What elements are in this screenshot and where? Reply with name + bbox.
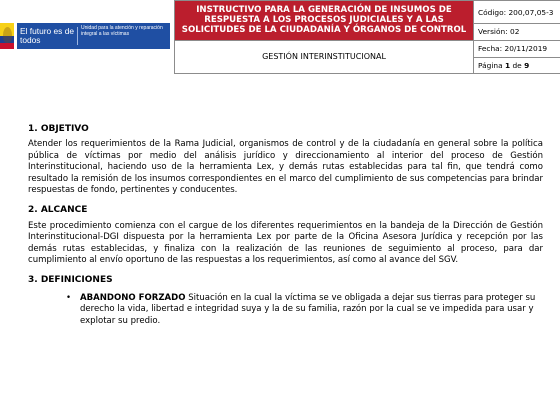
section-definiciones-title: 3. DEFINICIONES [28,275,113,286]
document-header [0,0,560,74]
section-alcance-text: Este procedimiento comienza con el cargue de los diferentes requerimientos en la bandeja de la Dirección de Gestión Interinstitucional-DGI dispuesta por la herramienta Lex por parte de la Oficina Asesora Jurídica y recepción por las demás rutas establecidas, y finaliza con la realización de las reuniones de seguimiento al proceso, para dar cumplimiento al envío oportuno de las respuestas a los requerimientos, así como al avance del SGV. [28,220,543,266]
document-process: GESTIÓN INTERINSTITUCIONAL [175,40,474,73]
brand-banner [17,23,170,49]
section-objetivo-text: Atender los requerimientos de la Rama Judicial, organismos de control y de la ciudadanía en general sobre la política pública de víctimas por medio del análisis jurídico y direccionamiento al interior del proceso de Gestión Interinstitucional, haciendo uso de la herramienta Lex, y demás rutas establecidas para tal fin, que tendrá como resultado la remisión de los insumos correspondientes en el marco del cumplimiento de sus competencias para brindar respuestas de fondo, pertinentes y conducentes. [28,139,543,196]
document-date: Fecha: 20/11/2019 [474,40,560,57]
definition-item [66,292,543,327]
page-number: 1 [504,60,511,70]
logo-tagline: Unidad para la atención y reparación integral a las víctimas [81,25,163,37]
definition-term: ABANDONO FORZADO [80,292,186,303]
document-code: Código: 200,07,05-3 [474,1,560,24]
logo-main-text: El futuro es de todos [20,26,75,45]
document-title: INSTRUCTIVO PARA LA GENERACIÓN DE INSUMOS DE RESPUESTA A LOS PROCESOS JUDICIALES Y A LAS SOLICITUDES DE LA CIUDADANÍA Y ÓRGANOS DE CONTROL [175,1,474,41]
definition-text: Situación en la cual la víctima se ve obligada a dejar sus tierras para proteger su derecho la vida, libertad e integridad suya y la de su familia, razón por la cual se ve impedida para usar y explotar su predio. [80,292,536,326]
page-indicator [474,57,560,73]
page-total: 9 [524,60,530,70]
section-alcance-title: 2. ALCANCE [28,205,88,216]
document-version: Versión: 02 [474,24,560,40]
logo-separator [77,27,78,45]
section-objetivo-title: 1. OBJETIVO [28,124,89,134]
page-prefix: Página [478,60,505,70]
logo-cell [0,1,175,74]
colombia-coat-of-arms-icon [0,23,14,49]
logo [0,1,174,73]
bullet-icon: • [66,292,72,303]
page-mid: de [510,60,525,70]
document-body [28,124,543,327]
